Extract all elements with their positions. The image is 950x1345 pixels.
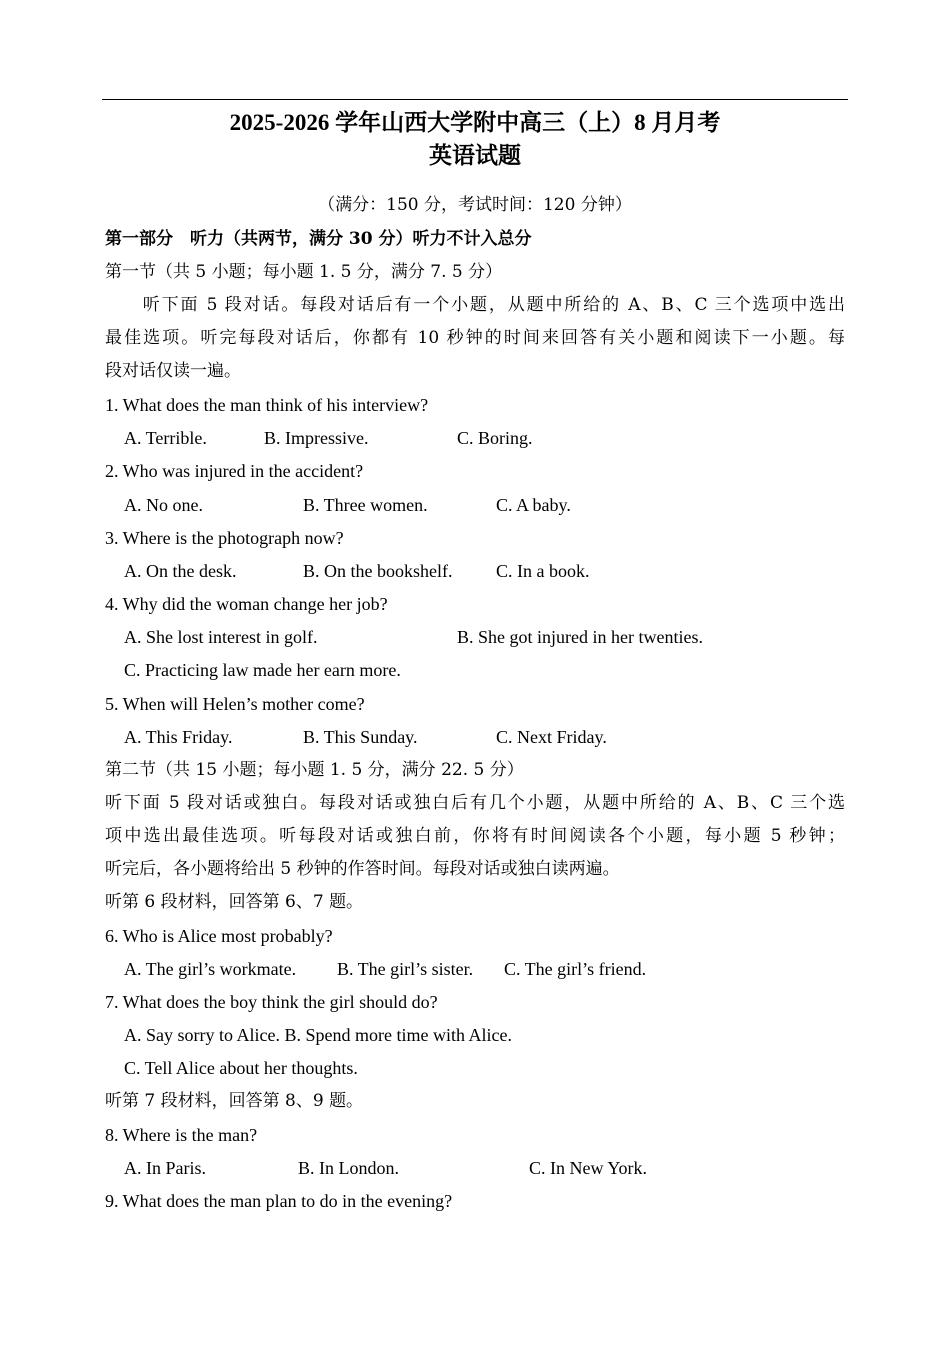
question-1-option-c: C. Boring.	[457, 428, 533, 448]
question-5-option-c: C. Next Friday.	[496, 727, 607, 747]
question-8-stem: 8. Where is the man?	[105, 1125, 258, 1145]
material-7-heading: 听第 7 段材料，回答第 8、9 题。	[105, 1091, 364, 1111]
question-4-option-a: A. She lost interest in golf.	[124, 627, 318, 647]
question-2-stem: 2. Who was injured in the accident?	[105, 461, 364, 481]
exam-title: 2025-2026 学年山西大学附中高三（上）8 月月考	[229, 110, 721, 135]
question-5-option-a: A. This Friday.	[124, 727, 233, 747]
question-8-option-a: A. In Paris.	[124, 1158, 206, 1178]
section1-heading: 第一节（共 5 小题；每小题 1. 5 分，满分 7. 5 分）	[105, 262, 503, 282]
question-7-stem: 7. What does the boy think the girl should do?	[105, 992, 438, 1012]
question-3-option-c: C. In a book.	[496, 561, 590, 581]
question-3-stem: 3. Where is the photograph now?	[105, 528, 344, 548]
question-7-option-c: C. Tell Alice about her thoughts.	[124, 1058, 358, 1078]
section2-instructions-line3: 听完后，各小题将给出 5 秒钟的作答时间。每段对话或独白读两遍。	[105, 859, 620, 879]
question-9-stem: 9. What does the man plan to do in the evening?	[105, 1191, 453, 1211]
question-3-option-b: B. On the bookshelf.	[303, 561, 453, 581]
question-2-option-b: B. Three women.	[303, 495, 428, 515]
question-4-stem: 4. Why did the woman change her job?	[105, 594, 388, 614]
question-1-stem: 1. What does the man think of his interview?	[105, 395, 429, 415]
question-3-option-a: A. On the desk.	[124, 561, 237, 581]
material-6-heading: 听第 6 段材料，回答第 6、7 题。	[105, 892, 364, 912]
question-6-option-a: A. The girl’s workmate.	[124, 959, 297, 979]
header-rule	[102, 99, 848, 100]
exam-score-time: （满分：150 分，考试时间：120 分钟）	[318, 195, 632, 215]
question-2-option-c: C. A baby.	[496, 495, 571, 515]
question-4-option-b: B. She got injured in her twenties.	[457, 627, 703, 647]
exam-subject-title: 英语试题	[429, 143, 521, 168]
question-8-option-b: B. In London.	[298, 1158, 399, 1178]
section1-instructions-line3: 段对话仅读一遍。	[105, 361, 241, 381]
question-8-option-c: C. In New York.	[529, 1158, 648, 1178]
question-7-options-ab: A. Say sorry to Alice. B. Spend more time with Alice.	[124, 1025, 512, 1045]
question-4-option-c: C. Practicing law made her earn more.	[124, 660, 401, 680]
section2-instructions-line2: 项中选出最佳选项。听每段对话或独白前，你将有时间阅读各个小题，每小题 5 秒钟；	[105, 826, 845, 846]
section1-instructions-line2: 最佳选项。听完每段对话后，你都有 10 秒钟的时间来回答有关小题和阅读下一小题。每	[105, 328, 845, 348]
question-5-stem: 5. When will Helen’s mother come?	[105, 694, 365, 714]
question-6-stem: 6. Who is Alice most probably?	[105, 926, 333, 946]
question-2-option-a: A. No one.	[124, 495, 203, 515]
section2-instructions-line1: 听下面 5 段对话或独白。每段对话或独白后有几个小题，从题中所给的 A、B、C 三个选	[105, 793, 845, 813]
question-1-option-a: A. Terrible.	[124, 428, 207, 448]
question-6-option-c: C. The girl’s friend.	[504, 959, 647, 979]
question-1-option-b: B. Impressive.	[264, 428, 369, 448]
part1-heading: 第一部分 听力（共两节，满分 30 分）听力不计入总分	[105, 229, 532, 249]
question-6-option-b: B. The girl’s sister.	[337, 959, 474, 979]
section1-instructions-line1: 听下面 5 段对话。每段对话后有一个小题，从题中所给的 A、B、C 三个选项中选出	[105, 295, 845, 315]
question-5-option-b: B. This Sunday.	[303, 727, 418, 747]
section2-heading: 第二节（共 15 小题；每小题 1. 5 分，满分 22. 5 分）	[105, 760, 524, 780]
